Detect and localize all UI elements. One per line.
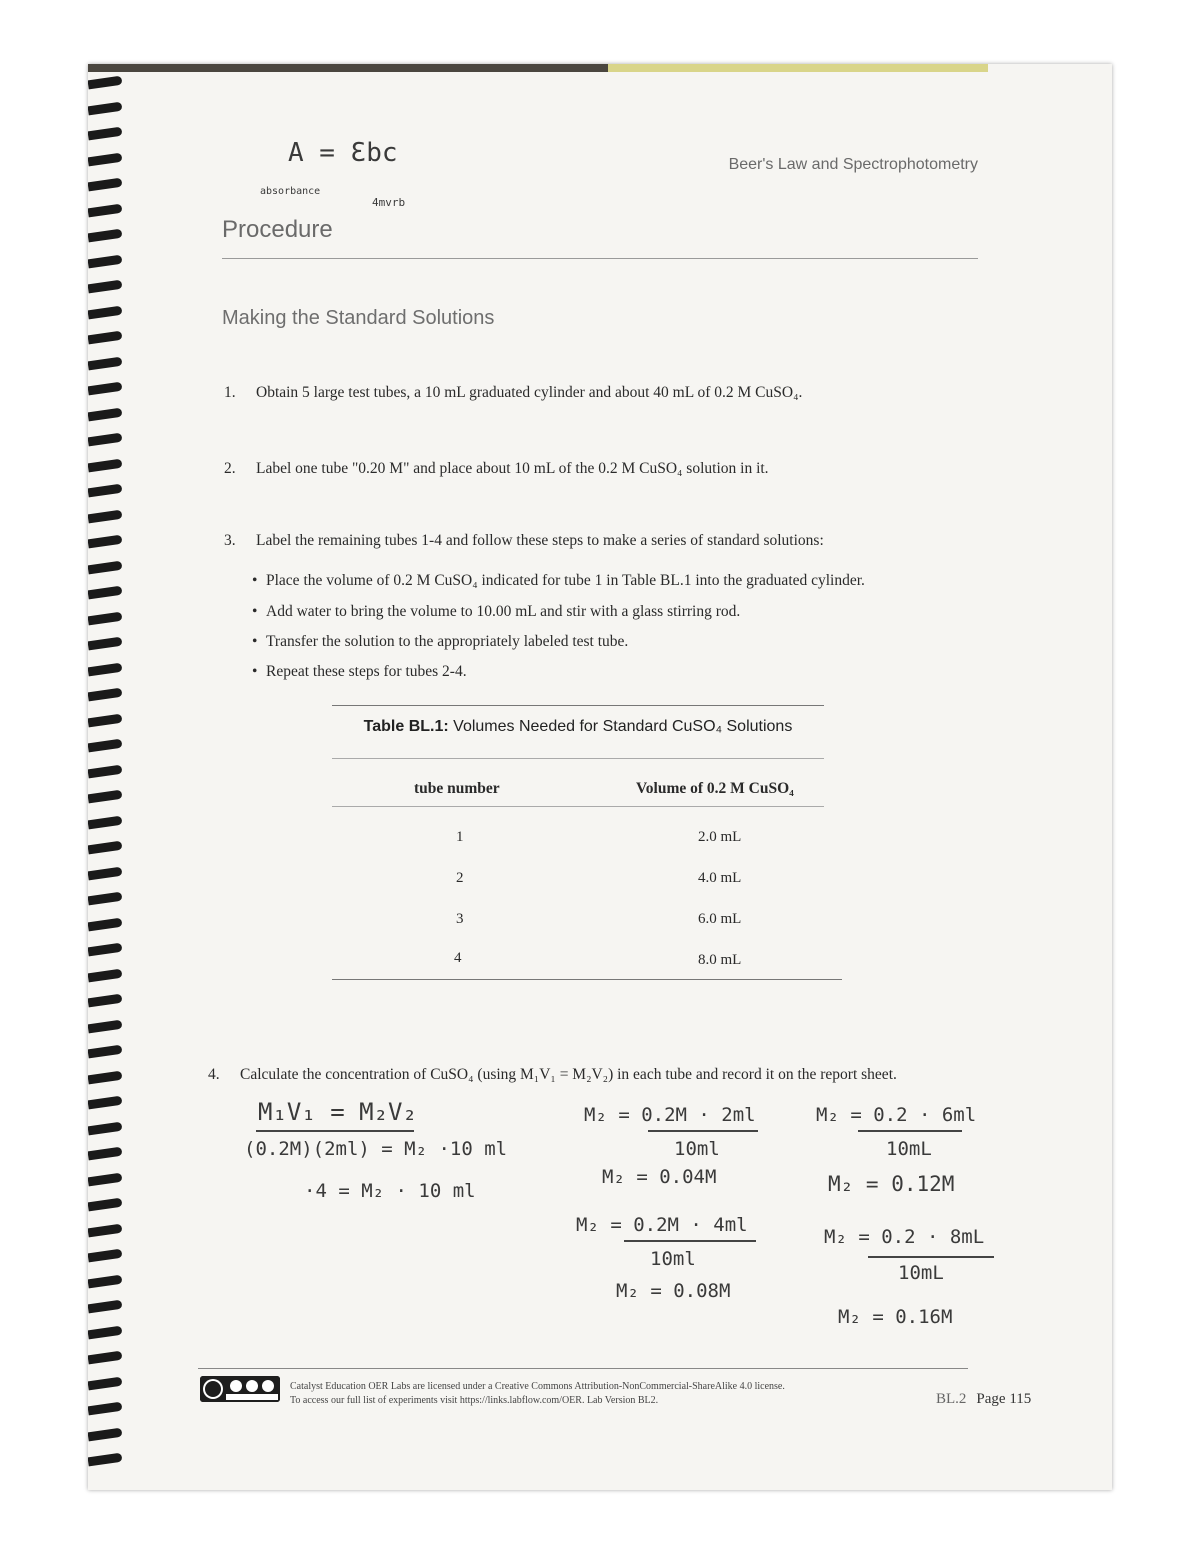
creative-commons-icon — [200, 1376, 280, 1402]
table-cell-volume: 6.0 mL — [698, 911, 742, 927]
page-label — [936, 1391, 1031, 1408]
binding-coil — [88, 178, 122, 192]
handwritten-fraction-bar — [648, 1130, 758, 1132]
page-number: Page 115 — [976, 1391, 1032, 1407]
bullet-item: • Place the volume of 0.2 M CuSO₄ indicated for tube 1 in Table BL.1 into the graduated cylinder. — [266, 572, 865, 590]
handwritten-substitution: (0.2M)(2ml) = M₂ ·10 ml — [244, 1138, 508, 1160]
binding-coil — [88, 1325, 122, 1339]
top-edge-highlight — [608, 64, 988, 72]
footer-rule — [198, 1368, 968, 1369]
binding-coil — [88, 764, 122, 778]
binding-coil — [88, 331, 122, 345]
license-line-2: To access our full list of experiments visit https://links.labflow.com/OER. Lab Version BL2. — [290, 1395, 659, 1406]
step-number: 2. — [224, 460, 236, 477]
binding-coil — [88, 1198, 122, 1212]
binding-coil — [88, 1427, 122, 1441]
step-text: Label the remaining tubes 1-4 and follow these steps to make a series of standard solutions: — [256, 532, 824, 549]
section-title: Procedure — [222, 216, 333, 243]
table-cell-volume: 8.0 mL — [698, 952, 742, 968]
binding-coil — [88, 994, 122, 1008]
handwritten-fraction-bar — [858, 1130, 962, 1132]
binding-coil — [88, 305, 122, 319]
top-edge-dark — [88, 64, 608, 72]
binding-coil — [88, 101, 122, 115]
binding-coil — [88, 892, 122, 906]
table-bottom-rule — [332, 979, 842, 980]
handwritten-tube2-result: M₂ = 0.08M — [616, 1280, 731, 1302]
table-cell-tube: 2 — [456, 870, 464, 886]
binding-coil — [88, 1249, 122, 1263]
step-number: 4. — [208, 1066, 220, 1083]
handwritten-underline — [256, 1130, 414, 1132]
binding-coil — [88, 1376, 122, 1390]
binding-coil — [88, 433, 122, 447]
handwritten-tube3-result: M₂ = 0.12M — [828, 1172, 955, 1196]
step-text: Calculate the concentration of CuSO₄ (using M₁V₁ = M₂V₂) in each tube and record it on the report sheet. — [240, 1066, 897, 1083]
table-caption-rule — [332, 758, 824, 759]
table-cell-tube: 1 — [456, 829, 464, 845]
binding-coil — [88, 1147, 122, 1161]
binding-coil — [88, 458, 122, 472]
binding-coil — [88, 611, 122, 625]
binding-coil — [88, 203, 122, 217]
binding-coil — [88, 917, 122, 931]
table-cell-volume: 2.0 mL — [698, 829, 742, 845]
binding-coil — [88, 1172, 122, 1186]
handwritten-tube4-denominator: 10mL — [898, 1262, 944, 1284]
bullet-item: • Transfer the solution to the appropriately labeled test tube. — [266, 633, 628, 651]
lab-code: BL.2 — [936, 1391, 967, 1407]
step-number: 1. — [224, 384, 236, 401]
binding-coil — [88, 790, 122, 804]
step-number: 3. — [224, 532, 236, 549]
table-caption — [332, 718, 824, 736]
binding-coil — [88, 1070, 122, 1084]
license-text — [290, 1380, 785, 1408]
bullet-item: • Add water to bring the volume to 10.00 mL and stir with a glass stirring rod. — [266, 603, 740, 621]
spiral-binding — [88, 64, 128, 1490]
binding-coil — [88, 943, 122, 957]
binding-coil — [88, 688, 122, 702]
handwritten-tube3-numerator: M₂ = 0.2 · 6ml — [816, 1104, 977, 1126]
table-caption-label: Table BL.1: — [363, 718, 449, 735]
handwritten-tube2-denominator: 10ml — [650, 1248, 696, 1270]
running-title: Beer's Law and Spectrophotometry — [728, 156, 978, 173]
binding-coil — [88, 1045, 122, 1059]
handwritten-tube4-numerator: M₂ = 0.2 · 8mL — [824, 1226, 985, 1248]
binding-coil — [88, 968, 122, 982]
handwritten-fraction-bar — [624, 1240, 756, 1242]
section-rule — [222, 258, 978, 259]
binding-coil — [88, 1274, 122, 1288]
table-cell-volume: 4.0 mL — [698, 870, 742, 886]
handwritten-tube4-result: M₂ = 0.16M — [838, 1306, 953, 1328]
step-text: Obtain 5 large test tubes, a 10 mL graduated cylinder and about 40 mL of 0.2 M CuSO₄. — [256, 384, 803, 401]
binding-coil — [88, 1121, 122, 1135]
license-line-1: Catalyst Education OER Labs are licensed under a Creative Commons Attribution-NonCommercial-ShareAlike 4.0 license. — [290, 1381, 785, 1392]
handwritten-formula: A = Ɛbc — [288, 138, 398, 168]
binding-coil — [88, 586, 122, 600]
binding-coil — [88, 1453, 122, 1467]
table-cell-tube: 3 — [456, 911, 464, 927]
binding-coil — [88, 535, 122, 549]
binding-coil — [88, 1402, 122, 1416]
table-header-rule — [332, 806, 824, 807]
handwritten-absorbance-note: absorbance — [260, 186, 321, 197]
binding-coil — [88, 739, 122, 753]
binding-coil — [88, 1019, 122, 1033]
table-cell-tube: 4 — [454, 950, 462, 966]
binding-coil — [88, 866, 122, 880]
binding-coil — [88, 1096, 122, 1110]
notebook-page — [88, 64, 1112, 1490]
binding-coil — [88, 127, 122, 141]
binding-coil — [88, 152, 122, 166]
table-top-rule — [332, 705, 824, 706]
binding-coil — [88, 560, 122, 574]
binding-coil — [88, 713, 122, 727]
handwritten-tube1-numerator: M₂ = 0.2M · 2ml — [584, 1104, 756, 1126]
handwritten-simplified: ·4 = M₂ · 10 ml — [304, 1180, 476, 1202]
handwritten-tube2-numerator: M₂ = 0.2M · 4ml — [576, 1214, 748, 1236]
subsection-title: Making the Standard Solutions — [222, 307, 495, 329]
binding-coil — [88, 382, 122, 396]
handwritten-tube3-denominator: 10mL — [886, 1138, 932, 1160]
handwritten-tube1-denominator: 10ml — [674, 1138, 720, 1160]
bullet-item: • Repeat these steps for tubes 2-4. — [266, 663, 467, 681]
binding-coil — [88, 509, 122, 523]
binding-coil — [88, 407, 122, 421]
binding-coil — [88, 815, 122, 829]
handwritten-dilution-equation: M₁V₁ = M₂V₂ — [258, 1098, 417, 1126]
binding-coil — [88, 484, 122, 498]
table-caption-text: Volumes Needed for Standard CuSO₄ Solutions — [448, 718, 793, 735]
binding-coil — [88, 229, 122, 243]
handwritten-eb-note: 4mvrb — [372, 196, 406, 209]
binding-coil — [88, 1223, 122, 1237]
binding-coil — [88, 280, 122, 294]
binding-coil — [88, 637, 122, 651]
handwritten-fraction-bar — [868, 1256, 994, 1258]
binding-coil — [88, 1351, 122, 1365]
step-text: Label one tube "0.20 M" and place about 10 mL of the 0.2 M CuSO₄ solution in it. — [256, 460, 769, 477]
table-header-tube: tube number — [414, 780, 500, 797]
binding-coil — [88, 254, 122, 268]
binding-coil — [88, 662, 122, 676]
binding-coil — [88, 841, 122, 855]
binding-coil — [88, 356, 122, 370]
binding-coil — [88, 1300, 122, 1314]
handwritten-tube1-result: M₂ = 0.04M — [602, 1166, 717, 1188]
binding-coil — [88, 76, 122, 90]
table-header-volume: Volume of 0.2 M CuSO₄ — [636, 780, 794, 797]
